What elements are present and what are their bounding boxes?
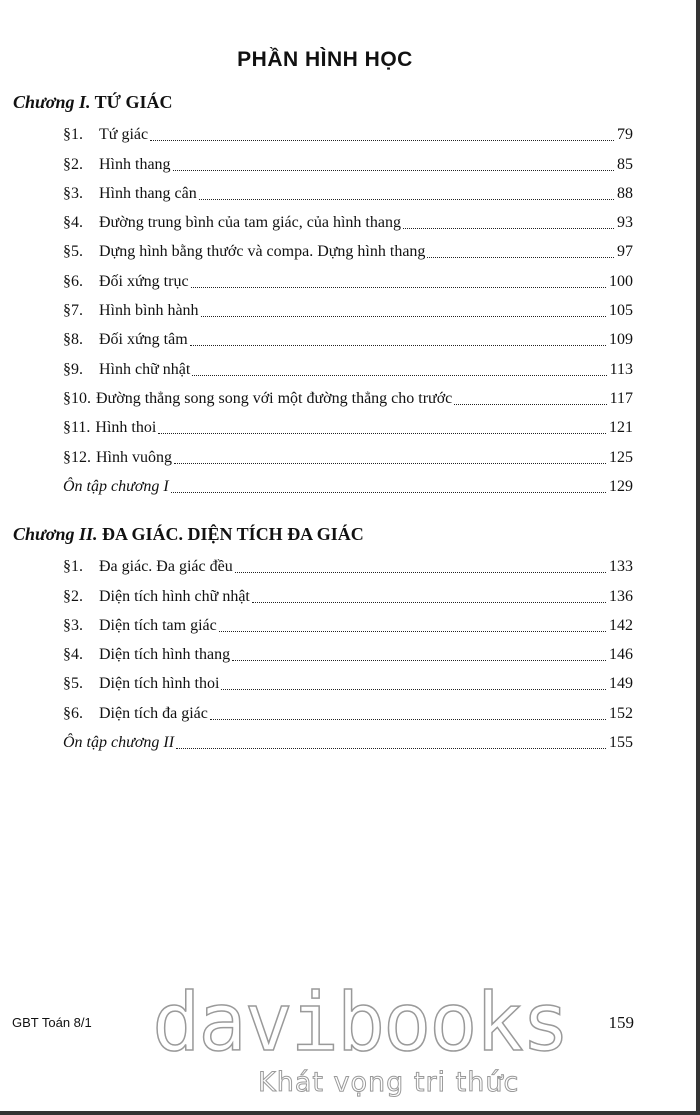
leader-dots — [174, 462, 606, 464]
page-ref: 85 — [617, 155, 633, 173]
toc-row[interactable] — [63, 116, 633, 145]
page-ref: 142 — [609, 616, 633, 634]
leader-dots — [150, 139, 614, 141]
toc-row[interactable] — [63, 233, 633, 262]
section-title: Đường trung bình của tam giác, của hình thang — [99, 214, 401, 232]
leader-dots — [252, 601, 606, 603]
chapter-2-heading — [13, 524, 364, 545]
leader-dots — [199, 198, 614, 200]
toc-row[interactable] — [63, 577, 633, 606]
section-number: §2. — [63, 155, 83, 173]
chapter-2-toc — [63, 548, 633, 753]
page-ref: 97 — [617, 243, 633, 261]
leader-dots — [158, 432, 606, 434]
section-title: Diện tích hình chữ nhật — [99, 587, 250, 605]
page-ref: 88 — [617, 184, 633, 202]
section-title: Hình bình hành — [99, 302, 199, 320]
chapter-2-label: Chương II. — [13, 524, 98, 544]
page-title: PHẦN HÌNH HỌC — [237, 48, 413, 71]
page-ref: 136 — [609, 587, 633, 605]
toc-row[interactable] — [63, 380, 633, 409]
section-title: Đường thẳng song song với một đường thẳng cho trước — [96, 389, 453, 407]
leader-dots — [173, 169, 614, 171]
toc-row-review[interactable] — [63, 724, 633, 753]
page-ref: 152 — [609, 704, 633, 722]
page-ref: 93 — [617, 214, 633, 232]
toc-row[interactable] — [63, 175, 633, 204]
section-number: §6. — [63, 704, 83, 722]
section-title: Tứ giác — [99, 126, 149, 144]
page-ref: 129 — [609, 477, 633, 495]
leader-dots — [403, 227, 614, 229]
section-title: Diện tích hình thoi — [99, 675, 220, 693]
section-number: §5. — [63, 675, 83, 693]
page-ref: 113 — [609, 360, 633, 378]
leader-dots — [235, 571, 606, 573]
section-number: §1. — [63, 126, 83, 144]
section-number: §7. — [63, 302, 83, 320]
toc-row[interactable] — [63, 350, 633, 379]
leader-dots — [201, 315, 606, 317]
toc-row-review[interactable] — [63, 468, 633, 497]
page-ref: 121 — [609, 419, 633, 437]
footer-book-title: GBT Toán 8/1 — [12, 1015, 92, 1030]
page-ref: 133 — [609, 558, 633, 576]
toc-row[interactable] — [63, 665, 633, 694]
section-title: Diện tích tam giác — [99, 616, 217, 634]
page-ref: 117 — [609, 389, 633, 407]
section-number: §4. — [63, 214, 83, 232]
page-ref: 125 — [609, 448, 633, 466]
toc-row[interactable] — [63, 204, 633, 233]
section-number: §6. — [63, 272, 83, 290]
page-ref: 155 — [609, 734, 633, 752]
chapter-2-name: ĐA GIÁC. DIỆN TÍCH ĐA GIÁC — [101, 524, 364, 544]
toc-row[interactable] — [63, 438, 633, 467]
section-number: §2. — [63, 587, 83, 605]
watermark-brand: davibooks — [152, 976, 568, 1069]
section-title: Hình thang cân — [99, 184, 197, 202]
footer-page-number: 159 — [608, 1013, 634, 1032]
section-title: Hình vuông — [96, 448, 172, 466]
section-title: Hình thang — [99, 155, 171, 173]
section-number: §5. — [63, 243, 83, 261]
section-title: Dựng hình bằng thước và compa. Dựng hình thang — [99, 243, 426, 261]
toc-row[interactable] — [63, 694, 633, 723]
leader-dots — [171, 491, 606, 493]
leader-dots — [221, 688, 606, 690]
watermark-slogan: Khát vọng tri thức — [258, 1067, 520, 1098]
leader-dots — [454, 403, 606, 405]
section-number: §8. — [63, 331, 83, 349]
leader-dots — [190, 344, 606, 346]
section-title: Hình thoi — [95, 419, 157, 437]
section-title: Đa giác. Đa giác đều — [99, 558, 233, 576]
page-ref: 109 — [609, 331, 633, 349]
review-title: Ôn tập chương II — [63, 734, 175, 752]
section-number: §11. — [63, 419, 91, 437]
section-number: §4. — [63, 646, 83, 664]
leader-dots — [176, 747, 606, 749]
section-title: Đối xứng tâm — [99, 331, 188, 349]
section-title: Diện tích đa giác — [99, 704, 208, 722]
toc-row[interactable] — [63, 548, 633, 577]
toc-row[interactable] — [63, 607, 633, 636]
leader-dots — [191, 286, 606, 288]
toc-row[interactable] — [63, 145, 633, 174]
section-title: Đối xứng trục — [99, 272, 189, 290]
page-ref: 146 — [609, 646, 633, 664]
chapter-1-label: Chương I. — [13, 92, 91, 112]
leader-dots — [219, 630, 606, 632]
chapter-1-heading — [13, 92, 173, 113]
chapter-1-name: TỨ GIÁC — [94, 92, 173, 112]
leader-dots — [192, 374, 606, 376]
section-number: §10. — [63, 389, 91, 407]
section-number: §3. — [63, 184, 83, 202]
toc-row[interactable] — [63, 262, 633, 291]
page-ref: 105 — [609, 302, 633, 320]
section-number: §1. — [63, 558, 83, 576]
section-title: Diện tích hình thang — [99, 646, 231, 664]
section-number: §12. — [63, 448, 91, 466]
leader-dots — [427, 256, 614, 258]
toc-row[interactable] — [63, 292, 633, 321]
section-number: §9. — [63, 360, 83, 378]
leader-dots — [210, 718, 606, 720]
page-ref: 100 — [609, 272, 633, 290]
page-ref: 149 — [609, 675, 633, 693]
toc-row[interactable] — [63, 321, 633, 350]
section-number: §3. — [63, 616, 83, 634]
review-title: Ôn tập chương I — [63, 477, 169, 495]
toc-row[interactable] — [63, 409, 633, 438]
section-title: Hình chữ nhật — [99, 360, 191, 378]
page-ref: 79 — [617, 126, 633, 144]
chapter-1-toc — [63, 116, 633, 497]
leader-dots — [232, 659, 606, 661]
toc-row[interactable] — [63, 636, 633, 665]
